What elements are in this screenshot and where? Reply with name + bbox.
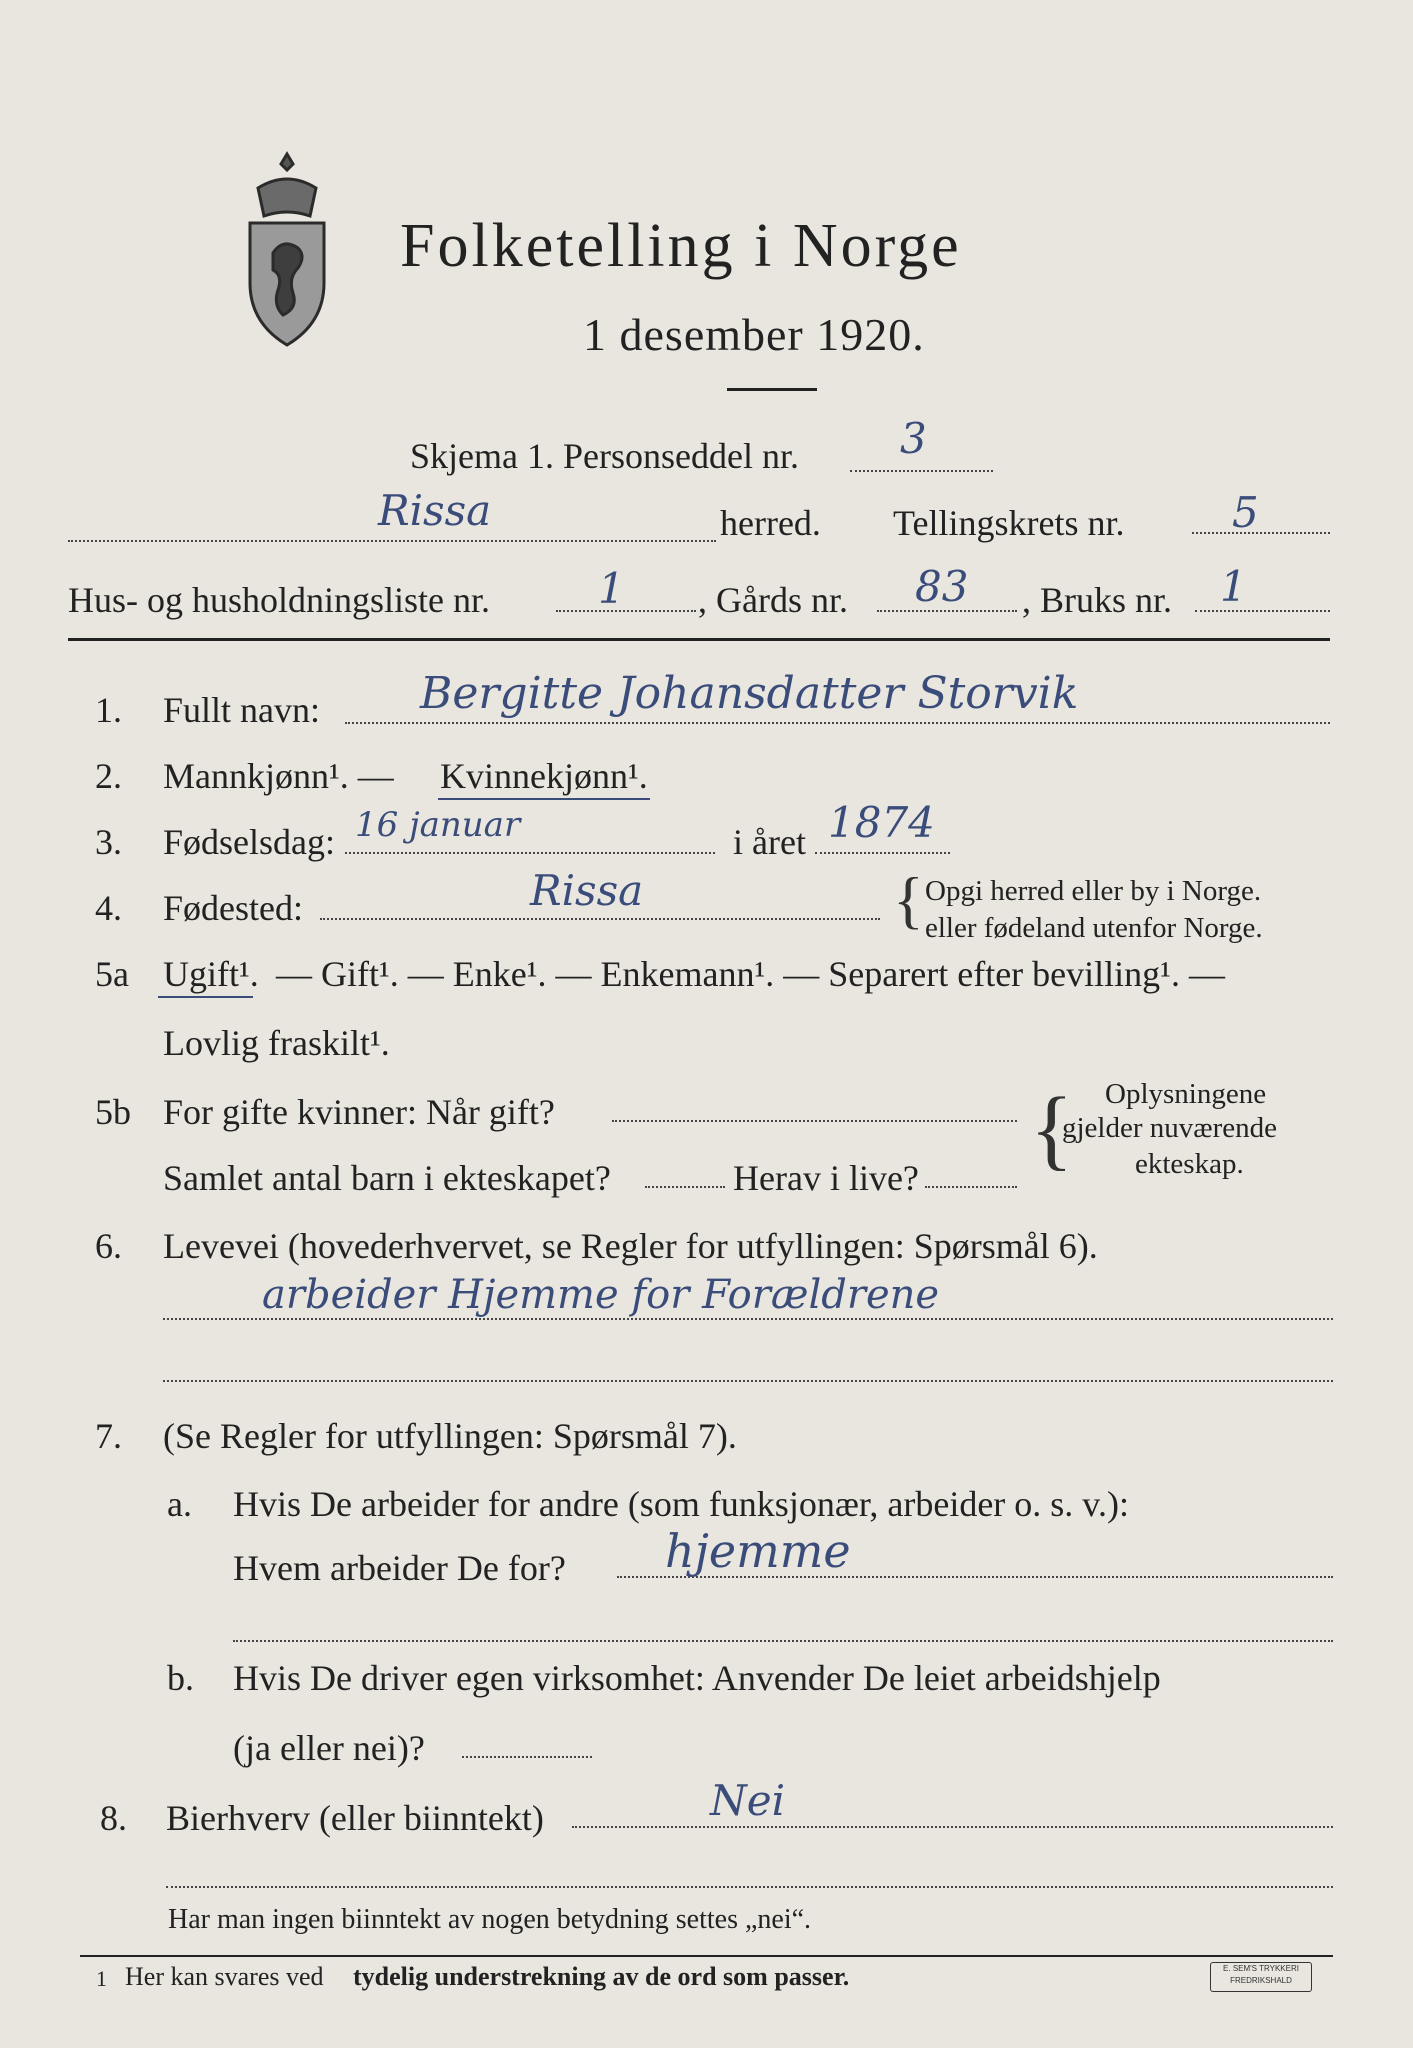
- herred-field[interactable]: [68, 540, 716, 542]
- q8-number: 8.: [100, 1798, 127, 1838]
- q2-mann-option[interactable]: Mannkjønn¹. —: [163, 756, 394, 796]
- q5b-note-line2: gjelder nuværende: [1062, 1112, 1278, 1144]
- ugift-underline: [158, 996, 253, 998]
- personseddel-nr-value: 3: [900, 414, 927, 463]
- full-name-value: Bergitte Johansdatter Storvik: [420, 668, 1079, 719]
- header-divider: [68, 638, 1330, 641]
- tellingskrets-nr-value: 5: [1232, 488, 1259, 537]
- footnote-text-b: tydelig understrekning av de ord som passer.: [353, 1962, 850, 1991]
- hired-help-field[interactable]: [462, 1756, 592, 1758]
- gards-nr-value: 83: [915, 562, 969, 611]
- norway-coat-of-arms-icon: [228, 148, 346, 353]
- birthplace-field[interactable]: [320, 918, 880, 920]
- q6-number: 6.: [95, 1226, 122, 1266]
- q7b-letter: b.: [167, 1658, 194, 1698]
- secondary-income-value: Nei: [710, 1776, 786, 1825]
- q5b-brace: {: [1030, 1080, 1074, 1179]
- q7-label: (Se Regler for utfyllingen: Spørsmål 7).: [163, 1416, 737, 1456]
- q7a-label: Hvis De arbeider for andre (som funksjonær, arbeider o. s. v.):: [233, 1484, 1129, 1524]
- personseddel-nr-field[interactable]: [850, 470, 993, 472]
- bruks-nr-field[interactable]: [1195, 610, 1330, 612]
- herred-label: herred.: [720, 503, 821, 543]
- q5a-other-options[interactable]: — Gift¹. — Enke¹. — Enkemann¹. — Separert efter bevilling¹. —: [276, 954, 1225, 994]
- title-divider: [727, 388, 817, 391]
- q3-label: Fødselsdag:: [163, 822, 336, 862]
- q5b-alive-label: Herav i live?: [733, 1158, 919, 1198]
- herred-value: Rissa: [378, 486, 492, 535]
- q4-brace: {: [893, 864, 924, 935]
- q5b-label: For gifte kvinner: Når gift?: [163, 1092, 555, 1132]
- children-count-field[interactable]: [645, 1186, 725, 1188]
- secondary-income-field-line2[interactable]: [166, 1886, 1333, 1888]
- birthday-value: 16 januar: [355, 805, 521, 845]
- employer-value: hjemme: [665, 1524, 851, 1578]
- children-alive-field[interactable]: [925, 1186, 1017, 1188]
- hus-nr-field[interactable]: [556, 610, 696, 612]
- full-name-field[interactable]: [345, 722, 1330, 724]
- q3-year-label: i året: [733, 822, 806, 862]
- q5a-line2[interactable]: Lovlig fraskilt¹.: [163, 1023, 390, 1063]
- bruks-label: , Bruks nr.: [1022, 580, 1173, 620]
- form-title: Folketelling i Norge: [400, 212, 962, 280]
- bruks-nr-value: 1: [1220, 562, 1247, 611]
- employer-field-line2[interactable]: [233, 1640, 1333, 1642]
- occupation-field-line2[interactable]: [163, 1380, 1333, 1382]
- hus-nr-value: 1: [598, 564, 625, 613]
- birthplace-value: Rissa: [530, 866, 644, 915]
- q2-number: 2.: [95, 756, 122, 796]
- footnote-divider: [80, 1955, 1333, 1957]
- q1-number: 1.: [95, 690, 122, 730]
- birth-year-field[interactable]: [815, 852, 950, 854]
- birth-year-value: 1874: [828, 798, 935, 847]
- occupation-value: arbeider Hjemme for Forældrene: [262, 1272, 940, 1318]
- q4-label: Fødested:: [163, 888, 303, 928]
- gards-label: , Gårds nr.: [698, 580, 848, 620]
- footnote-text-a: Her kan svares ved: [125, 1962, 324, 1991]
- q8-label: Bierhverv (eller biinntekt): [166, 1798, 544, 1838]
- birthday-field[interactable]: [345, 852, 715, 854]
- q5a-ugift-option[interactable]: Ugift¹.: [163, 954, 259, 994]
- q7-number: 7.: [95, 1416, 122, 1456]
- q7a-letter: a.: [167, 1484, 192, 1524]
- skjema-label: Skjema 1. Personseddel nr.: [410, 436, 799, 476]
- printer-stamp: E. SEM'S TRYKKERI FREDRIKSHALD: [1210, 1962, 1312, 1992]
- q7b-label: Hvis De driver egen virksomhet: Anvender De leiet arbeidshjelp: [233, 1658, 1161, 1698]
- hus-label: Hus- og husholdningsliste nr.: [68, 580, 491, 620]
- q7b-hired-help-label: (ja eller nei)?: [233, 1728, 425, 1768]
- when-married-field[interactable]: [612, 1120, 1017, 1122]
- q4-number: 4.: [95, 888, 122, 928]
- occupation-field-line1[interactable]: [163, 1318, 1333, 1320]
- q5b-note-line3: ekteskap.: [1135, 1148, 1244, 1180]
- q6-label: Levevei (hovederhvervet, se Regler for utfyllingen: Spørsmål 6).: [163, 1226, 1098, 1266]
- kvinne-underline: [438, 798, 650, 800]
- q4-note-line1: Opgi herred eller by i Norge.: [925, 875, 1262, 907]
- q1-label: Fullt navn:: [163, 690, 321, 730]
- tellingskrets-label: Tellingskrets nr.: [893, 503, 1125, 543]
- q5a-number: 5a: [95, 954, 129, 994]
- q5b-number: 5b: [95, 1092, 131, 1132]
- q7a-employer-label: Hvem arbeider De for?: [233, 1548, 566, 1588]
- secondary-income-field[interactable]: [572, 1826, 1333, 1828]
- tellingskrets-nr-field[interactable]: [1192, 532, 1330, 534]
- q5b-children-label: Samlet antal barn i ekteskapet?: [163, 1158, 611, 1198]
- nei-note: Har man ingen biinntekt av nogen betydning settes „nei“.: [168, 1904, 812, 1935]
- q2-kvinne-option[interactable]: Kvinnekjønn¹.: [440, 756, 648, 796]
- q3-number: 3.: [95, 822, 122, 862]
- q4-note-line2: eller fødeland utenfor Norge.: [925, 912, 1263, 944]
- footnote-number: 1: [96, 1966, 107, 1991]
- q5b-note-line1: Oplysningene: [1105, 1078, 1267, 1110]
- form-date: 1 desember 1920.: [583, 309, 925, 360]
